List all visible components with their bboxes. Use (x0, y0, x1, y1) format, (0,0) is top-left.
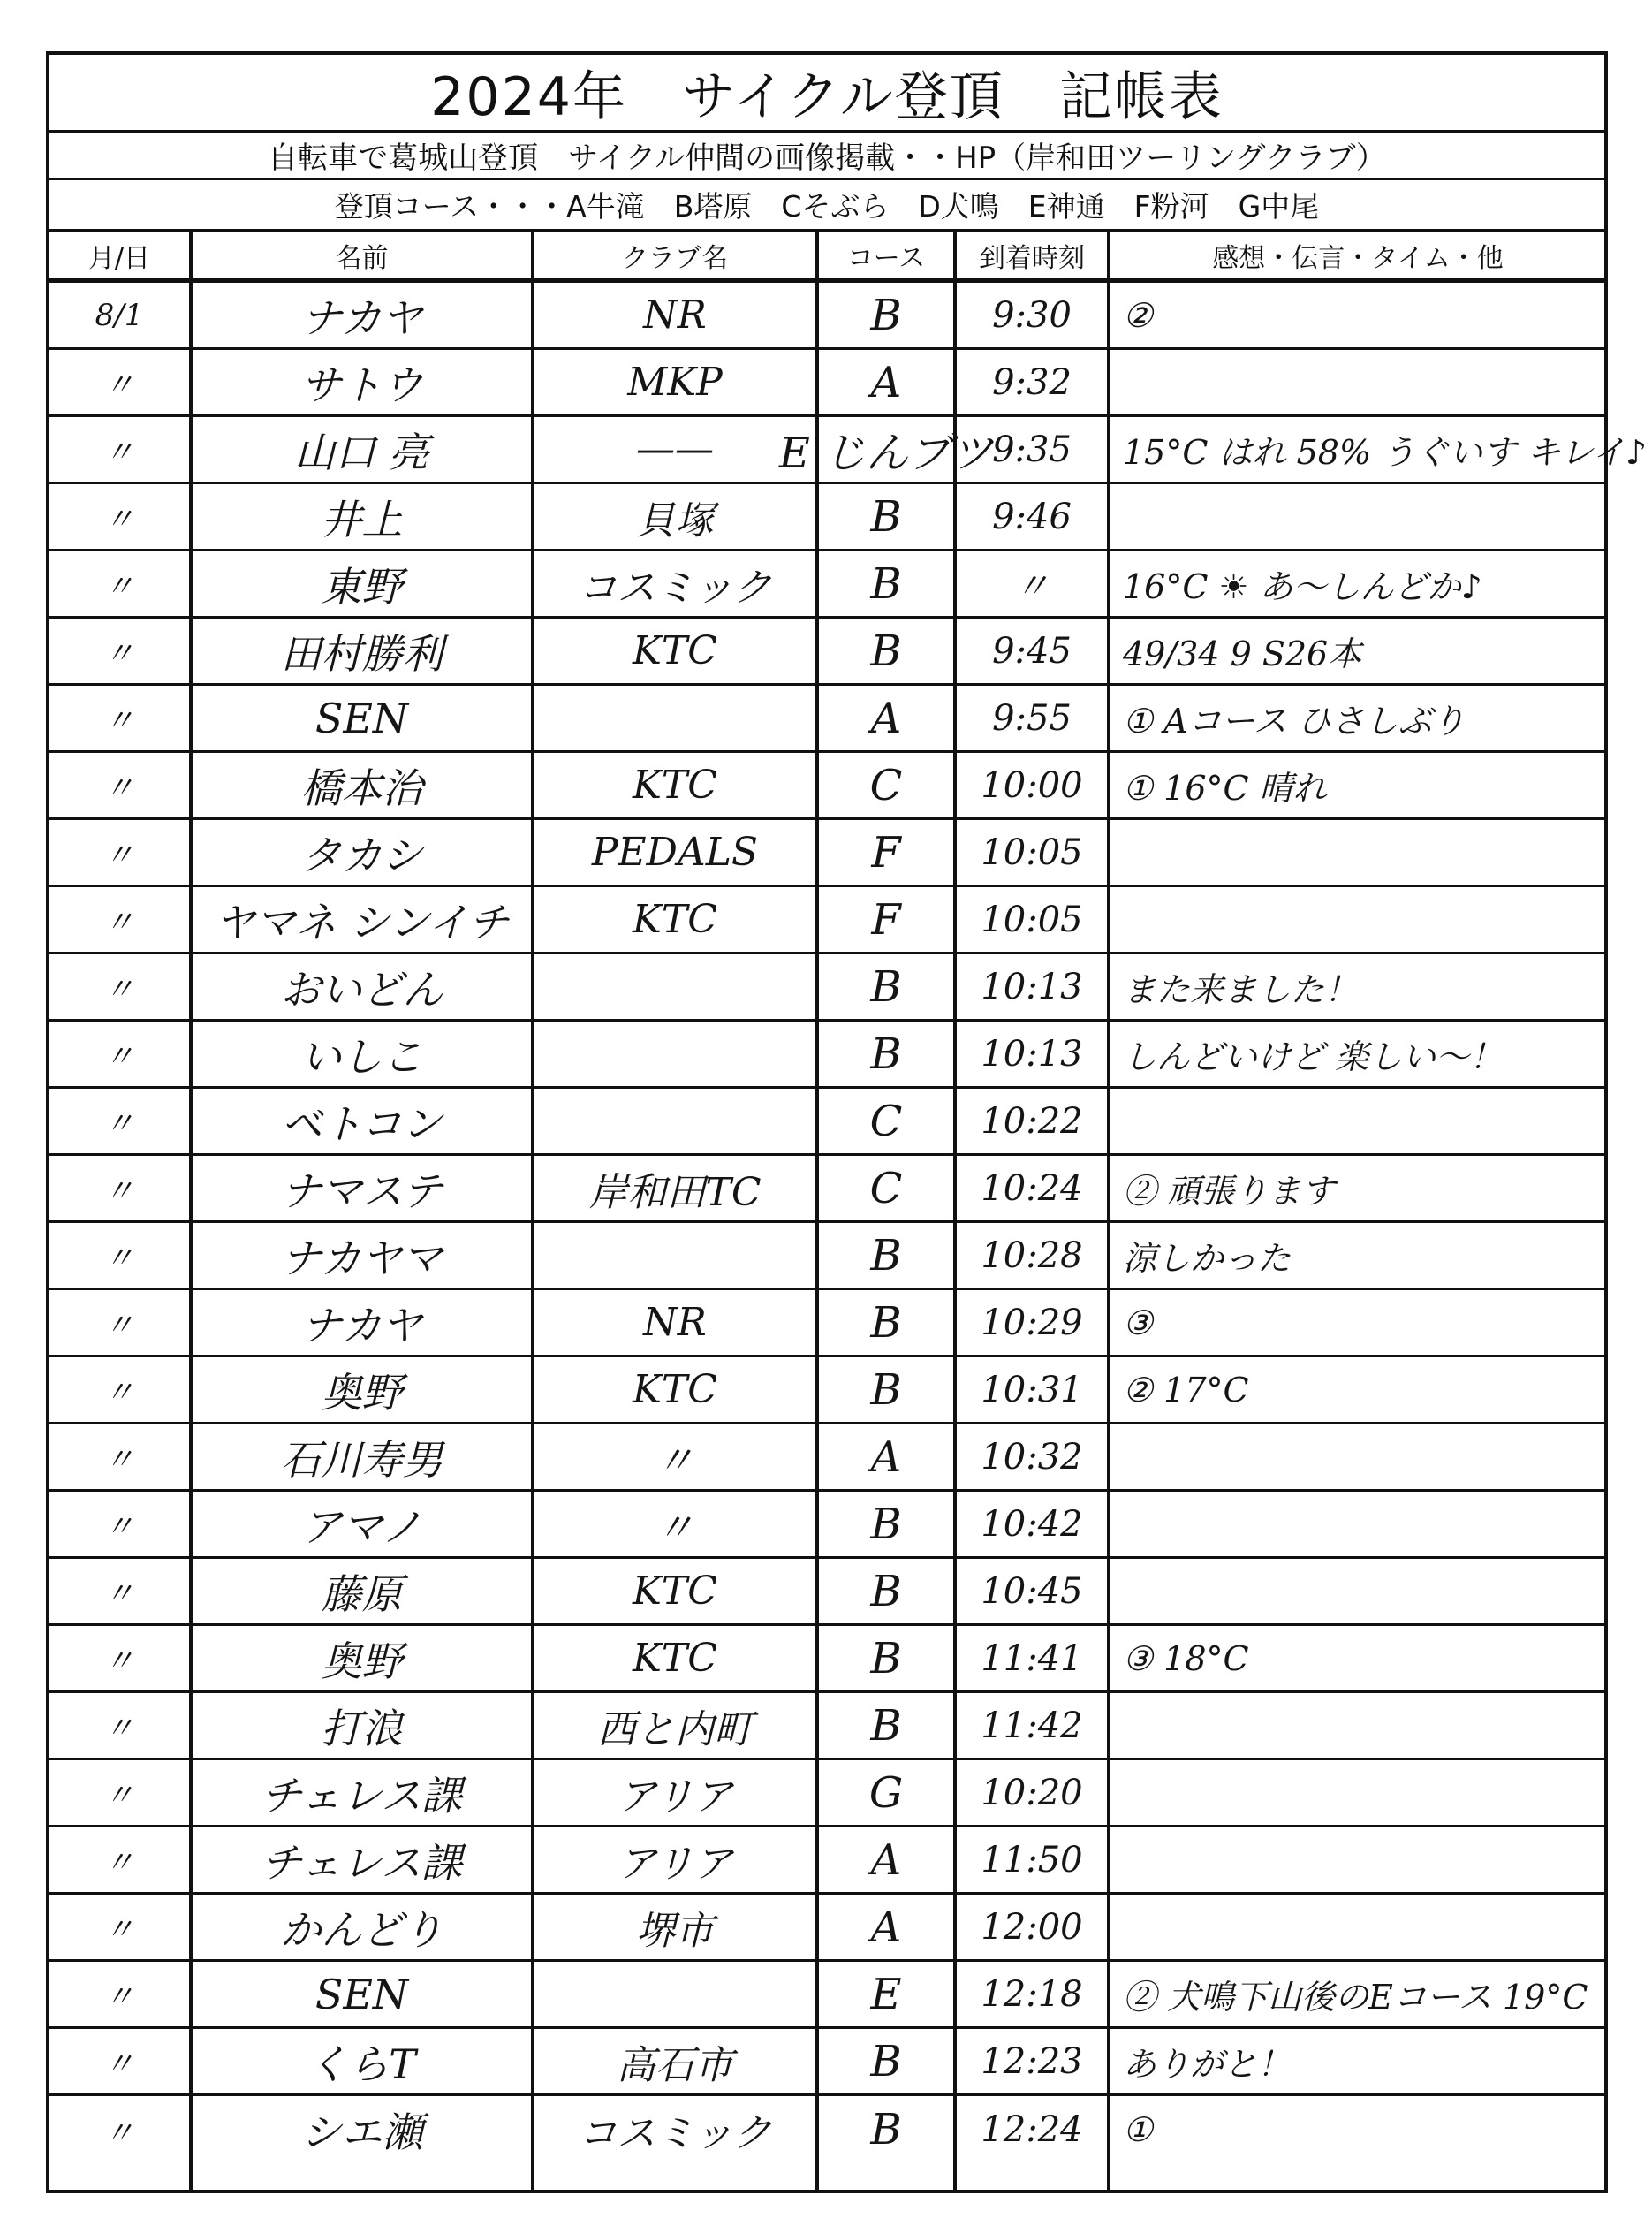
entry-note (1110, 1760, 1605, 1825)
entry-course: F (871, 827, 901, 877)
table-row (49, 1290, 1604, 1357)
table-row (49, 1022, 1604, 1089)
entry-date: 〃 (104, 838, 134, 873)
entry-club: コスミック (578, 2111, 772, 2156)
entry-club: PEDALS (591, 830, 759, 875)
entry-club: 貝塚 (636, 498, 714, 543)
entry-course: B (870, 1566, 902, 1616)
entry-course: A (870, 693, 902, 743)
entry-date: 〃 (104, 972, 134, 1007)
entry-club: コスミック (578, 565, 772, 611)
entry-date: 〃 (104, 569, 134, 604)
entry-arrival-time: 10:00 (981, 764, 1083, 806)
entry-course: B (870, 2036, 902, 2086)
page-title: 2024年 サイクル登頂 記帳表 (49, 55, 1604, 133)
entry-date: 〃 (104, 1039, 134, 1075)
table-row (49, 686, 1604, 753)
entry-course: E じんブツ (778, 429, 994, 478)
table-row (49, 753, 1604, 820)
entry-name: 井上 (321, 495, 403, 543)
entry-note: ③ 18°C (1123, 1638, 1249, 1678)
table-row (49, 820, 1604, 887)
entry-name: ナカヤ (300, 293, 423, 342)
entry-date: 〃 (104, 1509, 134, 1545)
entry-name: ヤマネ シンイチ (214, 898, 510, 946)
log-entries (49, 283, 1648, 2163)
entry-club: 〃 (655, 1505, 694, 1551)
entry-club: 西と内町 (597, 1706, 753, 1752)
entry-name: 東野 (321, 562, 403, 611)
entry-arrival-time: 10:28 (981, 1235, 1083, 1276)
entry-date: 〃 (104, 2115, 134, 2151)
entry-note (1110, 1693, 1605, 1758)
entry-club: KTC (633, 1569, 717, 1614)
entry-name: いしこ (300, 1032, 423, 1081)
entry-arrival-time: 12:24 (981, 2109, 1083, 2150)
table-row (49, 1895, 1604, 1962)
entry-arrival-time: 12:18 (981, 1973, 1083, 2015)
entry-name: SEN (314, 1970, 409, 2018)
entry-club (534, 1962, 815, 2026)
entry-date: 〃 (104, 435, 134, 470)
entry-club: 高石市 (617, 2042, 733, 2088)
entry-note: また来ました！ (1123, 970, 1359, 1009)
entry-name: チェレス課 (261, 1771, 463, 1820)
entry-arrival-time: 10:13 (981, 1033, 1083, 1075)
table-row (49, 1827, 1604, 1895)
entry-note: しんどいけど 楽しい～！ (1123, 1037, 1504, 1076)
table-row (49, 954, 1604, 1022)
table-row (49, 551, 1604, 619)
entry-date: 〃 (104, 1106, 134, 1142)
entry-date: 〃 (104, 771, 134, 806)
entry-arrival-time: 〃 (1014, 566, 1050, 607)
entry-arrival-time: 9:45 (992, 630, 1072, 672)
entry-note: 15°C はれ 58% うぐいす キレイ♪ (1123, 433, 1648, 472)
entry-note: ② 17°C (1123, 1370, 1249, 1409)
entry-name: ナカヤマ (280, 1234, 443, 1282)
column-header-name: 名前 (335, 242, 389, 274)
entry-name: アマノ (301, 1502, 422, 1551)
entry-arrival-time: 11:41 (981, 1637, 1083, 1679)
entry-course: C (869, 760, 903, 810)
entry-note: 16°C ☀ あ～しんどか♪ (1123, 567, 1482, 606)
entry-arrival-time: 9:35 (992, 429, 1072, 470)
table-row (49, 350, 1604, 417)
entry-note: ① 16°C 晴れ (1123, 769, 1327, 808)
entry-date: 〃 (104, 502, 134, 537)
table-row (49, 1693, 1604, 1760)
entry-club: 〃 (655, 1438, 694, 1484)
entry-arrival-time: 10:31 (981, 1369, 1083, 1410)
entry-arrival-time: 10:05 (981, 899, 1083, 940)
entry-course: B (870, 1633, 902, 1683)
entry-club: KTC (633, 1367, 717, 1412)
entry-course: B (870, 1499, 902, 1549)
entry-course: B (870, 2105, 902, 2154)
entry-name: かんどり (280, 1905, 443, 1954)
column-header-club: クラブ名 (622, 242, 728, 274)
entry-note (1110, 484, 1605, 549)
entry-club (534, 954, 815, 1019)
entry-name: 奥野 (321, 1368, 403, 1417)
entry-club: NR (643, 1300, 707, 1345)
entry-course: F (871, 894, 901, 945)
entry-club (534, 1022, 815, 1086)
entry-club (534, 1089, 815, 1153)
table-row (49, 484, 1604, 551)
entry-name: ナカヤ (300, 1301, 423, 1349)
entry-name: SEN (314, 694, 409, 742)
entry-arrival-time: 12:00 (981, 1906, 1083, 1948)
entry-course: A (870, 1432, 902, 1482)
entry-name: くらT (307, 2040, 416, 2088)
table-row (49, 2096, 1604, 2163)
entry-date: 〃 (104, 2047, 134, 2082)
entry-club: 堺市 (636, 1908, 714, 1954)
table-row (49, 1156, 1604, 1223)
entry-course: B (870, 1364, 902, 1415)
column-header-arrival: 到着時刻 (979, 242, 1085, 274)
entry-arrival-time: 10:32 (981, 1436, 1083, 1478)
entry-date: 〃 (104, 1375, 134, 1410)
entry-course: B (870, 1297, 902, 1348)
entry-date: 〃 (104, 1442, 134, 1478)
table-row (49, 1223, 1604, 1290)
entry-arrival-time: 9:32 (992, 361, 1072, 403)
entry-name: ナマステ (280, 1166, 443, 1215)
column-header-notes: 感想・伝言・タイム・他 (1212, 242, 1504, 274)
entry-course: B (870, 491, 902, 542)
entry-name: タカシ (300, 831, 423, 879)
entry-note (1110, 1559, 1605, 1623)
entry-note: ① Aコース ひさしぶり (1123, 702, 1466, 741)
entry-arrival-time: 10:29 (981, 1302, 1083, 1343)
entry-club: アリア (617, 1841, 733, 1887)
table-row (49, 887, 1604, 954)
table-row (49, 1559, 1604, 1626)
entry-name: シエ瀬 (300, 2108, 423, 2156)
entry-course: A (870, 1902, 902, 1952)
entry-club (534, 686, 815, 750)
entry-club: —— (636, 427, 714, 472)
entry-club: KTC (633, 897, 717, 942)
entry-course: G (868, 1767, 904, 1818)
entry-name: ベトコン (281, 1099, 443, 1148)
course-legend: 登頂コース・・・A牛滝 B塔原 Cそぶら D犬鳴 E神通 F粉河 G中尾 (49, 180, 1604, 232)
entry-club: KTC (633, 1636, 717, 1681)
logbook-sheet (46, 51, 1648, 2193)
entry-date: 〃 (104, 905, 134, 940)
entry-course: C (869, 1163, 903, 1213)
entry-club: アリア (617, 1774, 733, 1820)
entry-note (1110, 1827, 1605, 1892)
entry-arrival-time: 12:23 (981, 2040, 1083, 2082)
entry-note (1110, 1492, 1605, 1556)
table-row (49, 1626, 1604, 1693)
entry-date: 〃 (104, 1241, 134, 1276)
entry-course: A (870, 1835, 902, 1885)
entry-course: B (870, 1230, 902, 1280)
entry-club: NR (643, 292, 707, 338)
entry-note: ① (1123, 2110, 1154, 2149)
table-row (49, 1492, 1604, 1559)
entry-name: 橋本治 (300, 764, 423, 812)
entry-note (1110, 1089, 1605, 1153)
entry-arrival-time: 10:05 (981, 832, 1083, 873)
entry-note: ありがと！ (1123, 2045, 1292, 2084)
entry-club: MKP (627, 360, 723, 405)
entry-note (1110, 1424, 1605, 1489)
entry-date: 〃 (104, 1912, 134, 1948)
entry-date: 〃 (104, 636, 134, 672)
entry-course: A (870, 357, 902, 407)
entry-date: 8/1 (95, 297, 144, 333)
entry-name: 打浪 (321, 1704, 403, 1752)
entry-date: 〃 (104, 1778, 134, 1813)
entry-course: B (870, 961, 902, 1012)
entry-arrival-time: 10:13 (981, 966, 1083, 1007)
entry-note (1110, 887, 1605, 952)
table-row (49, 417, 1648, 484)
subtitle: 自転車で葛城山登頂 サイクル仲間の画像掲載・・HP（岸和田ツーリングクラブ） (49, 133, 1604, 180)
entry-club: KTC (633, 763, 717, 808)
table-row (49, 1962, 1604, 2029)
entry-note: 49/34 9 S26本 (1123, 634, 1362, 673)
entry-note (1110, 350, 1605, 414)
entry-date: 〃 (104, 1576, 134, 1612)
entry-club: 岸和田TC (588, 1169, 762, 1215)
entry-course: E (870, 1969, 902, 2019)
entry-name: 藤原 (321, 1569, 403, 1618)
entry-course: C (869, 1096, 903, 1146)
entry-arrival-time: 9:46 (992, 496, 1072, 537)
entry-name: 石川寿男 (280, 1435, 443, 1484)
table-row (49, 1089, 1604, 1156)
entry-note: 涼しかった (1123, 1239, 1292, 1278)
entry-date: 〃 (104, 1174, 134, 1209)
entry-note: ② 頑張ります (1123, 1172, 1336, 1211)
entry-note (1110, 1895, 1605, 1959)
column-header-date: 月/日 (87, 242, 151, 274)
entry-name: 山口 亮 (294, 428, 429, 476)
entry-arrival-time: 9:30 (992, 294, 1072, 336)
entry-club: KTC (633, 628, 717, 673)
table-row (49, 1357, 1604, 1424)
entry-arrival-time: 10:20 (981, 1772, 1083, 1813)
entry-name: 奥野 (321, 1637, 403, 1685)
entry-name: チェレス課 (261, 1838, 463, 1887)
table-row (49, 1424, 1604, 1492)
table-row (49, 1760, 1604, 1827)
entry-note: ② 犬鳴下山後のEコース 19°C (1123, 1978, 1588, 2017)
entry-name: おいどん (280, 965, 443, 1014)
entry-date: 〃 (104, 703, 134, 739)
entry-arrival-time: 10:22 (981, 1100, 1083, 1142)
entry-arrival-time: 11:50 (981, 1839, 1083, 1880)
entry-arrival-time: 10:45 (981, 1570, 1083, 1612)
entry-date: 〃 (104, 1845, 134, 1880)
entry-date: 〃 (104, 1979, 134, 2015)
table-row (49, 283, 1604, 350)
entry-arrival-time: 10:42 (981, 1503, 1083, 1545)
entry-name: サトウ (300, 361, 423, 409)
entry-club (534, 1223, 815, 1288)
entry-course: B (870, 558, 902, 609)
entry-date: 〃 (104, 1644, 134, 1679)
entry-note (1110, 820, 1605, 885)
entry-date: 〃 (104, 1711, 134, 1746)
entry-arrival-time: 11:42 (981, 1705, 1083, 1746)
entry-course: B (870, 1700, 902, 1751)
entry-date: 〃 (104, 368, 134, 403)
entry-name: 田村勝利 (280, 629, 443, 678)
entry-note: ③ (1123, 1303, 1154, 1342)
table-row (49, 2029, 1604, 2096)
entry-date: 〃 (104, 1308, 134, 1343)
column-header-row (49, 232, 1604, 283)
column-header-course: コース (846, 242, 926, 274)
entry-arrival-time: 9:55 (992, 697, 1072, 739)
entry-note: ② (1123, 295, 1154, 335)
entry-course: B (870, 626, 902, 676)
table-row (49, 619, 1604, 686)
entry-course: B (870, 290, 902, 340)
entry-course: B (870, 1029, 902, 1079)
entry-arrival-time: 10:24 (981, 1167, 1083, 1209)
